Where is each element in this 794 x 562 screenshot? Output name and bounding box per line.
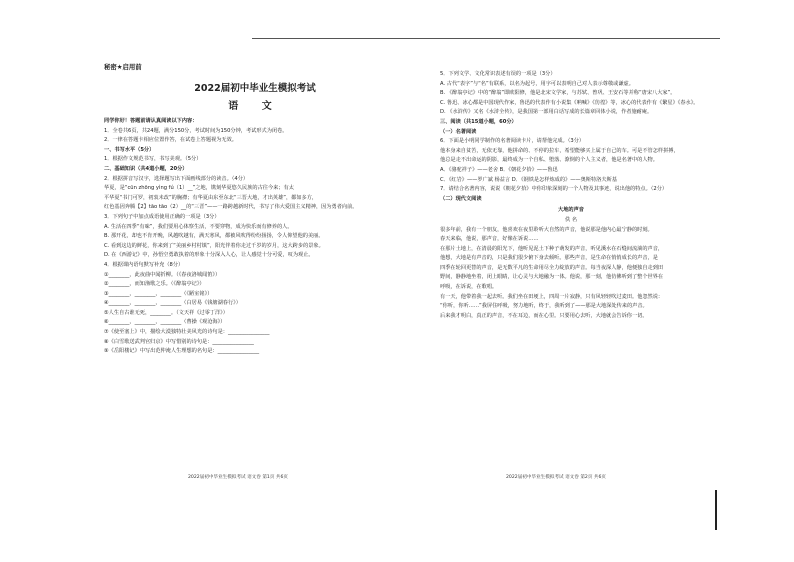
story-paragraph: “你听，你听……”我屏住呼吸，努力地听，终于，我听到了——那是大地深处传来的声音。 <box>440 303 648 310</box>
question: 3．下列句子中加点成语使用正确的一项是（3分） <box>104 213 220 220</box>
fill-line: ⑤人生自古谁无死，________。（文天祥《过零丁洋》） <box>104 309 228 316</box>
right-page <box>440 62 702 502</box>
option: A．《骆驼祥子》——老舍 B．《朝花夕拾》——鲁迅 <box>440 166 558 173</box>
story-paragraph: 他想，大地是有声音的，只是我们很少俯下身去倾听。那些声音，是生命在悄悄成长的声音，是 <box>440 255 658 262</box>
story-paragraph: 春天来临，他说，那声音，好像在诉说…… <box>440 236 539 243</box>
question: 1．根据作文规范书写，书写美观。（5分） <box>104 156 202 163</box>
story-paragraph: 有一天，他带着我一起去听。我们坐在田埂上，四周一片寂静，只有风轻轻吹过麦田。他忽然说： <box>440 293 664 300</box>
story-paragraph: 很多年前，我有一个朋友，他喜欢在夜里聆听大自然的声音，他说那是他内心最宁静的时刻。 <box>440 226 653 233</box>
question-text: 华夏，是“cūn zhōng yìng fú（1）__”之地，镌刻华夏悠久民族的古往今来；有太 <box>104 185 294 192</box>
option: C. 鲁迅、冰心都是中国现代作家，鲁迅的代表作有小说集《呐喊》《彷徨》等，冰心的代表作有《繁星》《春水》。 <box>440 99 699 106</box>
story-author: 佚 名 <box>564 216 578 223</box>
subsection-heading: （一）名著阅读 <box>440 128 477 135</box>
option: B. 《醉翁亭记》中的“醉翁”即欧阳修，他是北宋文学家，与苏轼、曾巩、王安石等并称“唐宋八大家”。 <box>440 90 676 97</box>
question: 4．根据课内语句默写补充（8分） <box>104 261 184 268</box>
fill-line: ⑥________，________，________（曹操《观沧海》） <box>104 319 226 326</box>
question-text: 红色基因奔腾【2】tāo tāo（2）__的“三晋”——一路跨越新时代，书写了伟大爱国主义精神，因为勇者向前。 <box>104 204 358 211</box>
fill-line: ①________，此夜曲中闻折柳。（《春夜洛城闻笛》） <box>104 271 221 278</box>
fill-line: ③________，________，________（《陋室铭》） <box>104 290 213 297</box>
option: B. 那开花，却也不肯开晚，风越吹越有，满天寒风，都被风吹得纷纷扬扬，令人仰望他的美丽。 <box>104 233 324 240</box>
exam-subject: 语 文 <box>228 101 282 112</box>
fill-line: ②________，而知渔歌之乐。（《醉翁亭记》） <box>104 281 205 288</box>
right-body <box>440 70 702 321</box>
top-rule <box>252 38 720 39</box>
left-page <box>104 62 406 502</box>
fill-line: ⑦《使至塞上》中，描绘大漠独特壮美风光的诗句是：________________ <box>104 329 270 336</box>
question: 6．下面是小明同学制作的名著阅读卡片，请帮他完成。（3分） <box>440 138 585 145</box>
section-heading: 二、基础知识（共4道小题，20分） <box>104 165 188 172</box>
question-text: 他总是走不出命运的阴影，最终成为一个自私、堕落、潦倒的个人主义者，他是名著中的人物。 <box>440 157 658 164</box>
option: D. 在《西游记》中，孙悟空勇敢执着的形象十分深入人心，让人感觉十分可爱，叹为观止。 <box>104 252 314 259</box>
subsection-heading: （二）现代文阅读 <box>440 195 482 202</box>
right-page-footer: 2022届初中毕业生模拟考试 语文卷 第2页 共6页 <box>506 475 607 480</box>
secret-label: 秘密★启用前 <box>104 63 142 71</box>
binding-edge-line <box>715 490 717 530</box>
exam-title: 2022届初中毕业生模拟考试 <box>194 83 316 94</box>
left-page-footer: 2022届初中毕业生模拟考试 语文卷 第1页 共6页 <box>188 475 289 480</box>
fill-line: ⑧《白雪歌送武判官归京》中写惜别的诗句是：________________ <box>104 338 254 345</box>
option: C．《红岩》——罗广斌 杨益言 D．《钢铁是怎样炼成的》——奥斯特洛夫斯基 <box>440 176 617 183</box>
notice-heading: 同学你好！答题前请认真阅读以下内容： <box>104 118 198 124</box>
story-paragraph: 呼吸，在诉说，在歌唱。 <box>440 284 498 291</box>
section-heading: 三、阅读（共15道小题，60分） <box>440 118 517 125</box>
story-paragraph: 四季在轮回更替的声音，是无数平凡的生命用尽全力绽放的声音。每当夜深人静，他便独自走到田 <box>440 264 664 271</box>
story-title: 大地的声音 <box>558 207 584 214</box>
option: D. 《水浒传》又名《水浒全传》，是我国第一部用白话写成的长篇章回体小说，作者施耐庵。 <box>440 109 653 116</box>
question-text: 平华夏“书门可罗，初衷未改”的胸襟；有华夏由东至东北“三晋大地，才出英雄”，都如多方， <box>104 194 318 201</box>
question: 7．请结合名著内容，说说《朝花夕拾》中你印象深刻的一个人物及其事迹，说出他的特点。（2分） <box>440 186 668 193</box>
question: 5．下列文学、文化常识表述有误的一项是（3分） <box>440 71 556 77</box>
story-paragraph: 野间，静静地坐着，闭上眼睛，让心灵与大地融为一体。他说，那一刻，他仿佛听到了整个世界在 <box>440 274 664 281</box>
story-paragraph: 在那片土地上，在清晨的阳光下，他听见泥土下种子萌发的声音，听见溪水在石缝间流淌的声音， <box>440 245 664 252</box>
fill-line: ⑨《岳阳楼记》中写出范仲淹人生理想的名句是：________________ <box>104 348 260 355</box>
notice-item: 2．一律在答题卡相应位置作答，在试卷上答题视为无效。 <box>104 137 237 144</box>
left-body <box>104 117 406 357</box>
section-heading: 一、书写水平（5分） <box>104 146 155 153</box>
question-text: 他本身来自贫苦，无依无靠，他拼命的、不停的拉车，希望能够买上属于自己的车。可是不管怎样拼搏， <box>440 147 679 154</box>
story-paragraph: 后来我才明白，真正的声音，不在耳边，而在心里。只要用心去听，大地就会告诉你一切。 <box>440 312 648 319</box>
option: A. 古代“表字”与“名”有联系，以名为起号，用字可以表明自己对人表示尊敬或谦虚。 <box>440 80 634 87</box>
option: A. 生活在四季“有味”，我们要用心体察生活，不要穿物，成为快乐而有修养的人。 <box>104 223 293 230</box>
fill-line: ④________，________，________（白居易《钱塘湖春行》） <box>104 300 241 307</box>
question: 2．根据拼音写汉字，选择题写出下面画线部分的读音。（4分） <box>104 175 249 182</box>
option: C. 看到这边的鲜花，你来到了“美丽乡村村镇”，阳光伴着你走过千岁的岁月，这大跨步的景象。 <box>104 242 324 249</box>
notice-item: 1．全卷共6页，共24题，满分150分，考试时间为150分钟，考试形式为闭卷。 <box>104 127 288 134</box>
